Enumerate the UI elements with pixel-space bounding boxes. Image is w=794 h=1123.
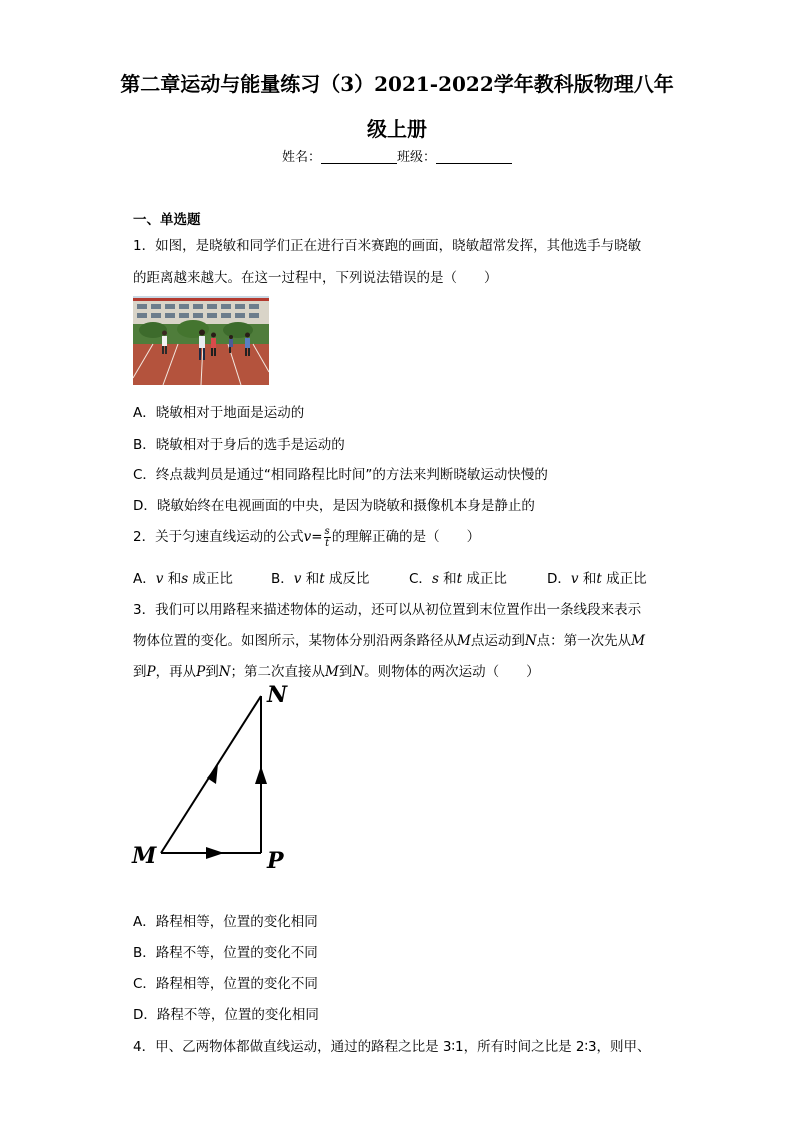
q2-option-b[interactable] (271, 567, 369, 587)
q3-line2-part3: 点：第一次先从 (536, 633, 632, 649)
q3-option-a[interactable]: A．路程相等，位置的变化相同 (133, 914, 318, 930)
q2-option-b-relation: 成反比 (328, 571, 370, 587)
q2-formula-v: v (303, 529, 312, 545)
q3-line2-part2: 点运动到 (470, 633, 525, 649)
label-n: N (267, 682, 288, 708)
q2-formula-eq: = (311, 529, 323, 545)
q3-line3-part6: 。则物体的两次运动（ ） (364, 664, 540, 680)
q3-stem-line3 (133, 660, 540, 680)
q2-option-d-letter: D． (547, 571, 571, 587)
q2-formula-denominator: t (325, 537, 330, 549)
q1-stem-line1: 1．如图，是晓敏和同学们正在进行百米赛跑的画面，晓敏超常发挥，其他选手与晓敏 (133, 238, 642, 254)
class-blank[interactable] (436, 149, 512, 164)
q2-prefix: 2．关于匀速直线运动的公式 (133, 529, 304, 545)
q3-point-m: M (457, 633, 471, 649)
race-photo-illustration (133, 296, 269, 385)
q2-option-d-var1: v (570, 571, 579, 587)
arrow-mn (207, 764, 218, 784)
path-diagram-svg (130, 680, 300, 880)
q2-option-c[interactable] (409, 567, 507, 587)
q3-stem-line1: 3．我们可以用路程来描述物体的运动，还可以从初位置到末位置作出一条线段来表示 (133, 602, 642, 618)
q4-stem-line1: 4．甲、乙两物体都做直线运动，通过的路程之比是 3∶1，所有时间之比是 2∶3，则甲、 (133, 1039, 651, 1055)
q2-option-b-var2: t (319, 571, 325, 587)
q2-option-a-var1: v (155, 571, 164, 587)
q2-formula-fraction (324, 526, 331, 549)
q2-suffix: 的理解正确的是（ ） (331, 529, 481, 545)
q2-option-a-relation: 成正比 (192, 571, 233, 587)
student-info (0, 146, 794, 165)
q2-option-d[interactable] (547, 567, 647, 587)
q3-point-p: P (146, 664, 156, 680)
q2-option-c-letter: C． (409, 571, 432, 587)
q2-option-c-var2: t (456, 571, 463, 587)
q3-option-d[interactable]: D．路程不等，位置的变化相同 (133, 1007, 319, 1023)
q3-line3-part4: ；第二次直接从 (230, 664, 325, 680)
q1-option-b[interactable]: B．晓敏相对于身后的选手是运动的 (133, 437, 345, 453)
q2-option-b-and: 和 (305, 571, 320, 587)
q3-point-m: M (325, 664, 339, 680)
q2-option-b-var1: v (293, 571, 302, 587)
label-p: P (267, 848, 284, 874)
q2-option-c-relation: 成正比 (466, 571, 507, 587)
q3-line3-part5: 到 (338, 664, 353, 680)
q2-option-b-letter: B． (271, 571, 294, 587)
q2-option-d-and: 和 (582, 571, 597, 587)
arrow-pn (255, 766, 267, 784)
q3-option-c[interactable]: C．路程相等，位置的变化不同 (133, 976, 318, 992)
q3-stem-line2 (133, 629, 645, 649)
q3-point-n: N (352, 664, 365, 680)
q3-option-b[interactable]: B．路程不等，位置的变化不同 (133, 945, 318, 961)
label-m: M (132, 843, 157, 869)
q3-point-n: N (524, 633, 537, 649)
q1-option-c[interactable]: C．终点裁判员是通过“相同路程比时间”的方法来判断晓敏运动快慢的 (133, 467, 548, 483)
q1-option-a[interactable]: A．晓敏相对于地面是运动的 (133, 405, 305, 421)
q3-point-m: M (631, 633, 645, 649)
q3-point-p: P (196, 664, 206, 680)
doc-title-line2: 级上册 (367, 117, 427, 141)
q2-option-a-var2: s (181, 571, 189, 587)
q2-stem (133, 525, 480, 549)
q2-option-d-var2: t (596, 571, 602, 587)
q3-line3-part3: 到 (205, 664, 219, 680)
section-heading: 一、单选题 (133, 212, 201, 228)
q3-line3-part2: ，再从 (155, 664, 197, 680)
q3-line2-part1: 物体位置的变化。如图所示，某物体分别沿两条路径从 (133, 633, 457, 649)
q2-option-c-and: 和 (443, 571, 457, 587)
arrow-mp (206, 847, 224, 859)
name-blank[interactable] (321, 149, 397, 164)
q2-option-a-letter: A． (133, 571, 156, 587)
q1-stem-line2: 的距离越来越大。在这一过程中，下列说法错误的是（ ） (133, 270, 498, 286)
doc-title-line1: 第二章运动与能量练习（3）2021-2022学年教科版物理八年 (120, 72, 674, 96)
q2-formula-numerator: s (324, 525, 330, 537)
q2-option-a-and: 和 (167, 571, 182, 587)
q3-point-n: N (218, 664, 231, 680)
class-label: 班级： (397, 150, 437, 165)
q2-option-c-var1: s (431, 571, 439, 587)
race-photo (133, 296, 269, 385)
path-diagram (130, 680, 300, 880)
name-label: 姓名： (281, 150, 321, 165)
q1-option-d[interactable]: D．晓敏始终在电视画面的中央，是因为晓敏和摄像机本身是静止的 (133, 498, 535, 514)
q2-option-d-relation: 成正比 (606, 571, 647, 587)
q2-option-a[interactable] (133, 567, 233, 587)
q3-line3-part1: 到 (133, 664, 147, 680)
